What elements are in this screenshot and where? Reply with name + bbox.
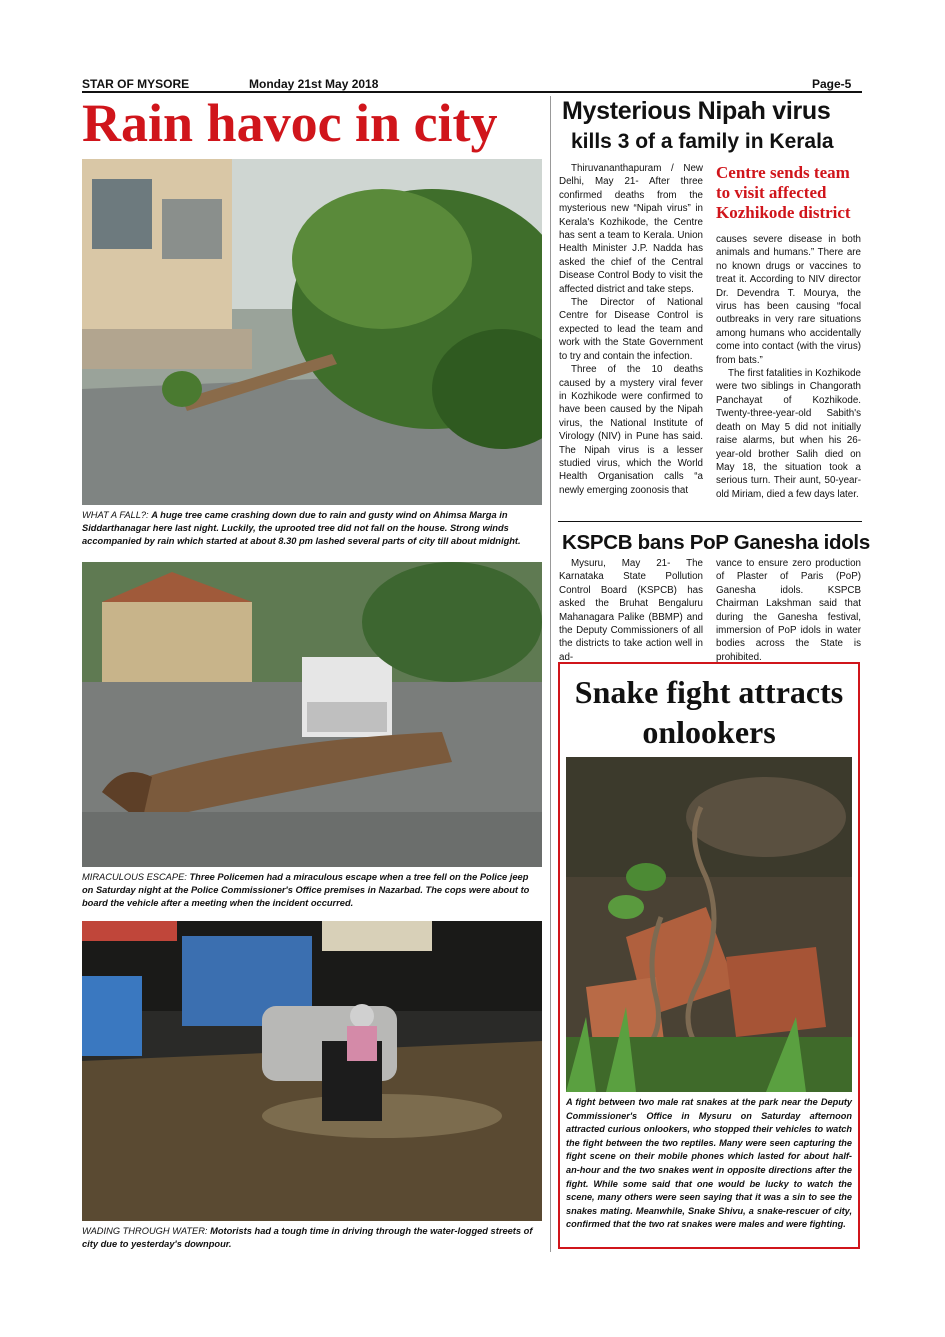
kspcb-column-2 xyxy=(716,557,861,664)
nipah-para-3: Three of the 10 deaths caused by a mystery viral fever in Kozhikode were confirmed to have been caused by the Nipah virus, the National Institute of Virology (NIV) in Pune has said. The Nipah virus is a lesser studied virus, which the World Health Organisation calls “a newly emerging zoonosis that xyxy=(559,364,703,496)
nipah-column-2 xyxy=(716,233,861,516)
photo3-caption xyxy=(82,1225,542,1251)
rat-snakes-photo xyxy=(566,757,852,1092)
nipah-subhead: Centre sends team to visit affected Kozhikode district xyxy=(716,163,851,222)
paper-name: STAR OF MYSORE xyxy=(82,77,190,91)
section-rule xyxy=(558,521,862,522)
photo2-caption xyxy=(82,871,542,910)
police-jeep-tree-photo xyxy=(82,562,542,867)
photo1-caption xyxy=(82,509,542,548)
nipah-headline: Mysterious Nipah virus xyxy=(562,97,831,125)
waterlogged-street-photo xyxy=(82,921,542,1221)
kspcb-para-2: vance to ensure zero production of Plaster of Paris (PoP) Ganesha idols. KSPCB Chairman Lakshman said that during the Ganesha festival, immersion of PoP idols in water bodies across the State is prohibited. xyxy=(716,558,861,663)
photo2-caption-body: Three Policemen had a miraculous escape when a tree fell on the Police jeep on Saturday night at the Police Commissioner's Office premises in Nazarbad. The cops were about to board the vehicle after a meeting when the incident occurred. xyxy=(82,872,530,908)
page-number: Page-5 xyxy=(812,77,852,91)
photo3-caption-body: Motorists had a tough time in driving through the water-logged streets of city due to yesterday's downpour. xyxy=(82,1226,533,1249)
photo2-caption-kicker: MIRACULOUS ESCAPE: xyxy=(82,872,187,882)
column-divider xyxy=(550,96,551,1252)
photo3-caption-kicker: WADING THROUGH WATER: xyxy=(82,1226,208,1236)
fallen-tree-photo xyxy=(82,159,542,505)
kspcb-headline: KSPCB bans PoP Ganesha idols xyxy=(562,531,870,554)
nipah-para-1: Thiruvananthapuram / New Delhi, May 21- After three confirmed deaths from the mysterious new “Nipah virus” in Kerala's Kozhikode, the Centre has sent a team to Kerala. Union Health Minister J.P. Nadda has asked the chief of the Central Disease Control Body to visit the affected district and take steps. xyxy=(559,163,703,295)
rain-headline: Rain havoc in city xyxy=(82,93,498,153)
nipah-para-2: The Director of National Centre for Disease Control is expected to lead the team and work with the State Government to try and contain the infection. xyxy=(559,297,703,362)
snake-story-box xyxy=(558,662,860,1249)
kspcb-para-1: Mysuru, May 21- The Karnataka State Pollution Control Board (KSPCB) has asked the Bruhat Bengaluru Mahanagara Palike (BBMP) and the Deputy Commissioners of all the districts to take action well in ad- xyxy=(559,558,703,663)
nipah-para-5: The first fatalities in Kozhikode were two siblings in Changorath Panchayat of Kozhikode. Twenty-three-year-old Sabith's death on May 5 did not initially raise alarms, but when his 26-year-old brother Salih died on May 18, the situation took a serious turn. Their aunt, 50-year-old Miriam, died a few days later. xyxy=(716,368,861,500)
snake-headline-2: onlookers xyxy=(642,714,776,750)
nipah-para-4: causes severe disease in both animals and humans.” There are no known drugs or vaccines to treat it. According to NIV director Dr. Devendra T. Mourya, the virus has been causing “focal outbreaks in very rare situations among humans who accidentally come into contact (with the virus) from bats.” xyxy=(716,234,861,366)
snake-caption: A fight between two male rat snakes at the park near the Deputy Commissioner's Office in Mysuru on Saturday afternoon attracted curious onlookers, who stopped their vehicles to watch the fight between the two reptiles. Many were seen capturing the fight scene on their mobile phones which lasted for about half-an-hour and the two snakes went in opposite directions after the fight. While some said that one would be lucky to watch the scene, many others were seen saying that it was a sin to see the snakes mating. Meanwhile, Snake Shivu, a snake-rescuer of city, confirmed that the two rat snakes were males and were fighting. xyxy=(566,1097,852,1230)
kspcb-column-1 xyxy=(559,557,703,664)
nipah-headline-2: kills 3 of a family in Kerala xyxy=(571,130,834,153)
nipah-column-1 xyxy=(559,162,703,516)
snake-headline: Snake fight attracts xyxy=(574,674,844,710)
photo1-caption-kicker: WHAT A FALL?: xyxy=(82,510,149,520)
issue-date: Monday 21st May 2018 xyxy=(249,77,379,91)
photo1-caption-body: A huge tree came crashing down due to rain and gusty wind on Ahimsa Marga in Siddarthanagar here last night. Luckily, the uprooted tree did not fall on the house. Strong winds accompanied by rain which started at about 8.30 pm lashed several parts of city till about midnight. xyxy=(82,510,521,546)
